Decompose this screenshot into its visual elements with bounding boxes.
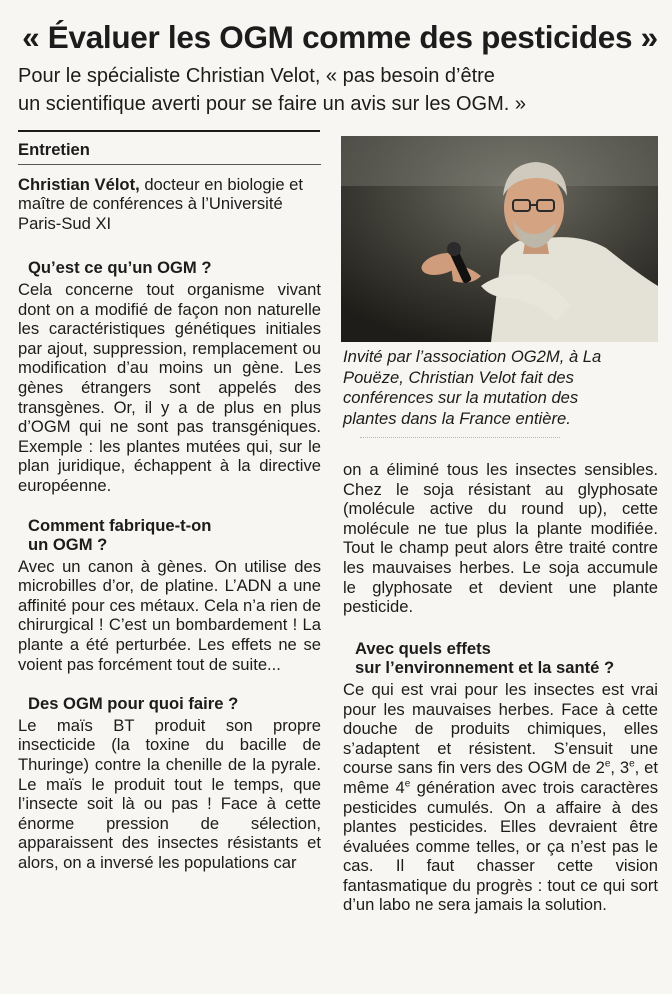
interviewee-name: Christian Vélot, [18,174,140,194]
answer-paragraph: Cela concerne tout organisme vivant dont on a modifié de façon non naturelle les caractéristiques génétiques initiales par ajout, suppression, remplacement ou modification d’au moins un gène. Les gènes étrangers sont appelés des transgènes. Or, il y a de plus en plus d’OGM qui ne sont pas transgéniques. Exemple : les plantes mutées qui, sur le plan juridique, échappent à la directive européenne. [18,279,321,495]
question-text: Qu’est ce qu’un OGM ? [28,258,212,278]
photo-caption [343,347,663,429]
interviewee-intro [18,175,321,234]
answer-paragraph: on a éliminé tous les insectes sensibles. Chez le soja résistant au glyphosate (molécule active du round up), cette molécule ne tue plus la plante modifiée. Tout le champ peut alors être traité contre les mauvaises herbes. Le soja accumule le glyphosate et devient une plante pesticide. [343,460,658,617]
ordinal-suffix: e [404,778,411,790]
question-heading [18,516,321,555]
answer-paragraph [343,680,658,915]
left-column [18,140,321,873]
section-divider [18,164,321,165]
question-heading [343,639,658,678]
photo-credit-smudge [360,437,560,444]
question-text: Comment fabrique-t-on [28,515,212,535]
caption-line: Invité par l’association OG2M, à La [343,347,602,366]
section-rule [18,130,320,132]
answer-paragraph: Le maïs BT produit son propre insecticide (la toxine du bacille de Thuringe) contre la chenille de la pyrale. Le maïs le produit tout le temps, que l’insecte soit là ou pas ! Face à cette énorme pression de sélection, apparaissent des insectes résistants et alors, on a inversé les populations car [18,715,321,872]
question-heading [18,694,321,714]
answer-paragraph: Avec un canon à gènes. On utilise des microbilles d’or, de platine. L’ADN a une affinité pour ces métaux. Cela n’a rien de chirurgical ! C’est un bombardement ! La plante a été perturbée. Les effets ne se voient pas forcément tout de suite... [18,556,321,674]
answer-text: Ce qui est vrai pour les insectes est vrai pour les mauvaises herbes. Face à cette douche de produits chimiques, elles s’adaptent et résistent. S’ensuit une course sans fin vers des OGM de 2 [343,679,658,778]
ordinal-suffix: e [604,758,611,770]
lead-line: Pour le spécialiste Christian Velot, « pas besoin d’être [18,65,495,87]
question-text: Avec quels effets [355,638,491,658]
lead-line: un scientifique averti pour se faire un avis sur les OGM. » [18,93,527,115]
question-text: Des OGM pour quoi faire ? [28,694,239,714]
speaker-illustration [341,136,658,342]
section-label: Entretien [18,140,90,159]
answer-text: , et même 4 [343,758,658,797]
right-column [343,460,658,915]
article-title: « Évaluer les OGM comme des pesticides » [22,19,658,55]
caption-line: conférences sur la mutation des [343,388,579,407]
ordinal-suffix: e [629,758,635,770]
question-text: un OGM ? [28,535,108,555]
question-heading [18,258,321,278]
speaker-photo [341,136,658,342]
article-lead [18,62,658,118]
question-text: sur l’environnement et la santé ? [355,658,615,678]
caption-line: Pouëze, Christian Velot fait des [343,367,574,387]
interviewee-title: docteur en biologie et maître de conférences à l’Université Paris-Sud XI [18,174,304,233]
answer-text: génération avec trois caractères pesticides cumulés. On a affaire à des plantes pesticides. Elles devraient être évaluées comme telles, or ça n’est pas le cas. Il faut chasser cette vision fantasmatique du progrès : tout ce qui sort d’un labo ne sera jamais la solution. [343,777,658,915]
answer-text: , 3 [610,758,630,778]
caption-line: plantes dans la France entière. [343,408,571,428]
